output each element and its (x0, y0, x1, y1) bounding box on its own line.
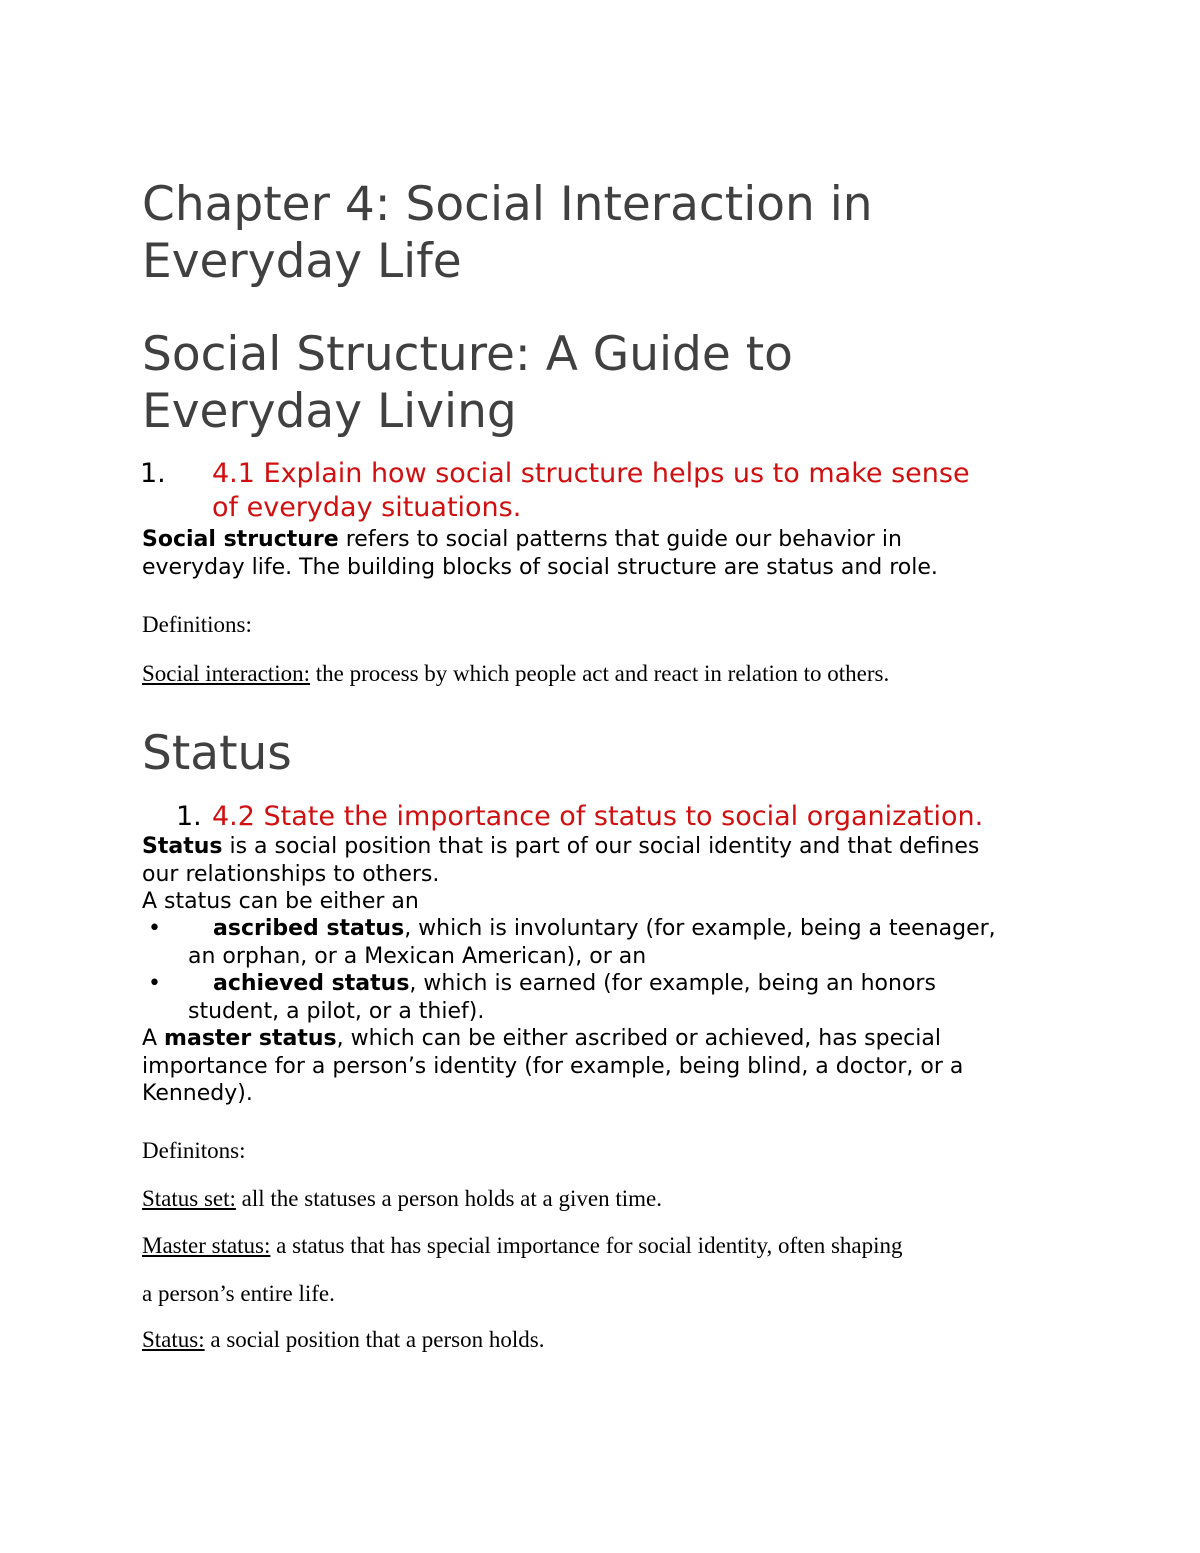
definition-status (142, 1326, 1072, 1354)
definitions-label-2 (142, 1137, 1072, 1165)
bullet-text: , which is earned (for example, being an honors (409, 971, 936, 996)
para-text: , which can be either ascribed or achieved, has special (336, 1026, 941, 1051)
definition-text: a social position that a person holds. (204, 1327, 545, 1352)
definitions-label (142, 611, 1072, 639)
section-title-line1: Social Structure: A Guide to (142, 327, 793, 382)
definition-master-status-cont (142, 1280, 1072, 1308)
para-text-line2: importance for a person’s identity (for example, being blind, a doctor, or a (142, 1053, 964, 1079)
term-achieved-status: achieved status (213, 971, 410, 996)
section-title-status-text: Status (142, 726, 292, 781)
definition-term: Status: (142, 1327, 205, 1352)
term-social-structure: Social structure (142, 527, 339, 552)
definition-term: Status set: (142, 1186, 236, 1211)
definitions-label-text: Definitons: (142, 1138, 246, 1163)
objective-line2: of everyday situations. (212, 492, 522, 523)
bullet-text-line2: student, a pilot, or a thief). (188, 998, 485, 1024)
definition-text: the process by which people act and react in relation to others. (309, 661, 890, 686)
section-title-line2: Everyday Living (142, 384, 517, 439)
definitions-label-text: Definitions: (142, 612, 252, 637)
social-structure-paragraph (142, 526, 1072, 581)
section-title-status (142, 725, 1072, 782)
definition-text: a status that has special importance for social identity, often shaping (270, 1233, 903, 1258)
chapter-title-line2: Everyday Life (142, 234, 462, 289)
master-status-paragraph (142, 1025, 1072, 1108)
bullet-text-line2: an orphan, or a Mexican American), or an (188, 943, 647, 969)
section-title-social-structure (142, 326, 1072, 440)
list-item-achieved-status (142, 970, 1072, 1025)
definition-text-line2: a person’s entire life. (142, 1281, 335, 1306)
learning-objective-4-2 (176, 800, 1076, 834)
para-text: is a social position that is part of our social identity and that defines (222, 834, 980, 859)
list-item-ascribed-status (142, 915, 1072, 970)
objective-line1: 4.1 Explain how social structure helps us to make sense (212, 458, 970, 489)
learning-objective-4-1 (140, 457, 1082, 525)
term-status: Status (142, 834, 223, 859)
para-prefix: A (142, 1026, 165, 1051)
definition-text: all the statuses a person holds at a given time. (235, 1186, 662, 1211)
chapter-title (142, 176, 1072, 290)
para-text-line2: everyday life. The building blocks of social structure are status and role. (142, 554, 938, 580)
para-text-line3: A status can be either an (142, 889, 419, 914)
list-number: 1. (140, 458, 166, 489)
para-text-line2: our relationships to others. (142, 861, 440, 887)
definition-master-status (142, 1232, 1072, 1260)
bullet-icon: • (148, 916, 161, 941)
bullet-text: , which is involuntary (for example, being a teenager, (404, 916, 996, 941)
term-master-status: master status (164, 1026, 337, 1051)
term-ascribed-status: ascribed status (213, 916, 405, 941)
para-text-line3: Kennedy). (142, 1081, 253, 1106)
definition-social-interaction (142, 660, 1072, 688)
bullet-icon: • (148, 971, 161, 996)
para-text: refers to social patterns that guide our behavior in (338, 527, 902, 552)
definition-status-set (142, 1185, 1072, 1213)
chapter-title-line1: Chapter 4: Social Interaction in (142, 177, 873, 232)
definition-term: Social interaction: (142, 661, 310, 686)
definition-term: Master status: (142, 1233, 271, 1258)
objective-text: 4.2 State the importance of status to social organization. (212, 801, 984, 832)
status-paragraph (142, 833, 1072, 916)
list-number: 1. (176, 801, 202, 832)
